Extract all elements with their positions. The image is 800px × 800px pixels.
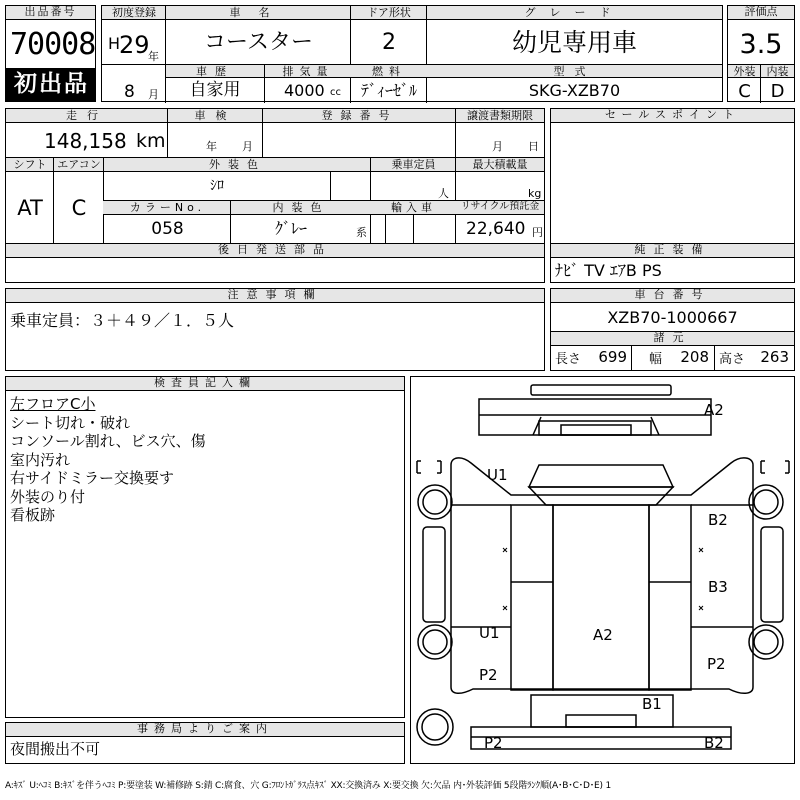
damage-mark: P2 xyxy=(484,734,503,752)
damage-mark: B2 xyxy=(704,734,724,752)
inspector-line: 右サイドミラー交換要す xyxy=(10,469,174,487)
first-reg-year: 29 xyxy=(119,31,150,59)
sales-points-label: セールスポイント xyxy=(551,109,794,123)
office-label: 事務局よりご案内 xyxy=(6,723,404,737)
door-type: 2 xyxy=(382,30,396,55)
length-label: 長さ xyxy=(555,352,582,367)
int-color-label: 内装色 xyxy=(272,201,330,214)
grade: 幼児専用車 xyxy=(511,28,637,57)
interior-color-suffix: 系 xyxy=(356,226,367,239)
divider xyxy=(385,215,386,243)
damage-mark: B1 xyxy=(642,695,662,713)
car-name: コースター xyxy=(204,30,313,55)
divider xyxy=(264,64,265,103)
ac-label: エアコン xyxy=(57,158,101,171)
exterior-label: 外装 xyxy=(733,65,756,78)
divider xyxy=(262,109,263,157)
first-reg-label: 初度登録 xyxy=(112,6,156,19)
year-unit: 年 xyxy=(148,50,159,63)
recycle-unit: 円 xyxy=(532,226,543,239)
import-label: 輸入車 xyxy=(391,201,436,214)
notes-box xyxy=(5,288,545,371)
fuel-label: 燃料 xyxy=(372,65,406,78)
divider xyxy=(455,109,456,157)
damage-mark: P2 xyxy=(707,655,726,673)
displacement: 4000 xyxy=(284,81,325,100)
dimensions-label: 諸元 xyxy=(551,332,794,346)
reg-number-label: 登録番号 xyxy=(321,109,398,122)
divider xyxy=(631,346,632,370)
mileage: 148,158 xyxy=(44,129,127,153)
details-table xyxy=(5,108,545,283)
damage-mark: P2 xyxy=(479,666,498,684)
width-label: 幅 xyxy=(649,352,663,367)
transfer-day-unit: 日 xyxy=(528,140,539,153)
inspection-month-unit: 月 xyxy=(242,140,253,153)
first-listing-label: 初出品 xyxy=(14,71,89,97)
inspector-line: 室内汚れ xyxy=(10,450,71,469)
exterior-color: ｼﾛ xyxy=(210,178,224,194)
chassis-box xyxy=(550,288,795,371)
interior-score: D xyxy=(770,81,785,102)
load-unit: kg xyxy=(528,187,542,200)
capacity-unit: 人 xyxy=(438,187,449,200)
damage-mark: B2 xyxy=(708,511,728,529)
recycle-label: リサイクル預託金 xyxy=(460,201,540,212)
inspector-line: コンソール割れ、ビス穴、傷 xyxy=(10,432,206,450)
damage-mark: B3 xyxy=(708,578,728,596)
inspector-line: 看板跡 xyxy=(10,506,56,524)
capacity-label: 乗車定員 xyxy=(391,158,436,171)
chassis-label: 車台番号 xyxy=(551,289,794,303)
grade-label: グレード xyxy=(524,6,625,19)
vehicle-outline-diagram xyxy=(411,377,796,765)
model-label: 型式 xyxy=(553,65,596,78)
exterior-score: C xyxy=(738,81,751,102)
inspection-year-unit: 年 xyxy=(206,140,217,153)
divider xyxy=(167,109,168,157)
vehicle-diagram xyxy=(410,376,795,764)
recycle-fee: 22,640 xyxy=(466,219,526,239)
inspector-box xyxy=(5,376,405,718)
inspection-label: 車検 xyxy=(194,109,237,122)
inspector-comments xyxy=(10,395,206,525)
chassis-number: XZB70-1000667 xyxy=(607,308,738,327)
history-label: 車歴 xyxy=(196,65,234,78)
lot-number-label: 出品番号 xyxy=(6,6,95,20)
history: 自家用 xyxy=(189,80,241,100)
sales-points-box xyxy=(550,108,795,283)
inspector-line: 外装のり付 xyxy=(10,487,86,506)
door-label: ドア形状 xyxy=(367,6,411,19)
car-name-label: 車名 xyxy=(229,6,288,19)
score: 3.5 xyxy=(739,29,783,60)
height-label: 高さ xyxy=(719,352,746,367)
displacement-label: 排気量 xyxy=(282,65,334,78)
model: SKG-XZB70 xyxy=(528,81,621,100)
height: 263 xyxy=(760,348,789,366)
load-label: 最大積載量 xyxy=(472,158,528,171)
inspector-line: シート切れ・破れ xyxy=(10,413,131,432)
inspector-label: 検査員記入欄 xyxy=(6,377,404,391)
length: 699 xyxy=(598,348,627,366)
lot-number: 70008 xyxy=(10,27,96,62)
month-unit: 月 xyxy=(148,88,159,101)
interior-label: 内装 xyxy=(766,65,789,78)
score-box xyxy=(727,5,795,102)
genuine-equipment: ﾅﾋﾞ TV ｴｱB PS xyxy=(555,261,662,280)
vehicle-header-table xyxy=(101,5,723,102)
damage-mark: U1 xyxy=(479,624,500,642)
shift-label: シフト xyxy=(13,158,47,171)
divider xyxy=(413,215,414,243)
transfer-month-unit: 月 xyxy=(492,140,503,153)
damage-mark: A2 xyxy=(593,626,613,644)
color-number: 058 xyxy=(151,219,184,239)
notes-label: 注意事項欄 xyxy=(6,289,544,303)
later-parts-label: 後日発送部品 xyxy=(6,244,544,258)
office-note: 夜間搬出不可 xyxy=(10,740,101,758)
color-label: 外装色 xyxy=(209,158,266,171)
transfer-label: 譲渡書類期限 xyxy=(467,109,533,122)
damage-mark: A2 xyxy=(704,401,724,419)
mileage-unit: km xyxy=(136,130,166,152)
divider xyxy=(330,172,331,200)
notes-text: 乗車定員：３＋４９／１．５人 xyxy=(10,311,235,330)
divider xyxy=(714,346,715,370)
ac: C xyxy=(71,196,87,220)
shift: AT xyxy=(17,196,43,220)
legend: A:ｷｽﾞ U:ﾍｺﾐ B:ｷｽﾞを伴うﾍｺﾐ P:要塗装 W:補修跡 S:錆 C:腐食、穴 G:ﾌﾛﾝﾄｶﾞﾗｽ点ｷｽﾞ XX:交換済み X:要交換 欠:欠品 内･外装評価 5段階ﾗﾝｸ順(A･B･C･D･E) 1 xyxy=(5,781,611,791)
score-label: 評価点 xyxy=(728,6,794,20)
displacement-unit: cc xyxy=(330,87,341,98)
color-no-label: カラーNo. xyxy=(129,201,206,214)
inspector-line: 左フロアC小 xyxy=(10,395,96,413)
mileage-label: 走行 xyxy=(66,109,108,122)
interior-color: ｸﾞﾚｰ xyxy=(274,219,307,238)
lot-number-box xyxy=(5,5,96,102)
office-box xyxy=(5,722,405,764)
fuel: ﾃﾞｨｰｾﾞﾙ xyxy=(360,81,417,100)
first-reg-month: 8 xyxy=(124,82,135,102)
era-letter: H xyxy=(108,34,121,53)
genuine-equipment-label: 純正装備 xyxy=(551,244,794,258)
damage-mark: U1 xyxy=(487,466,508,484)
width: 208 xyxy=(680,348,709,366)
